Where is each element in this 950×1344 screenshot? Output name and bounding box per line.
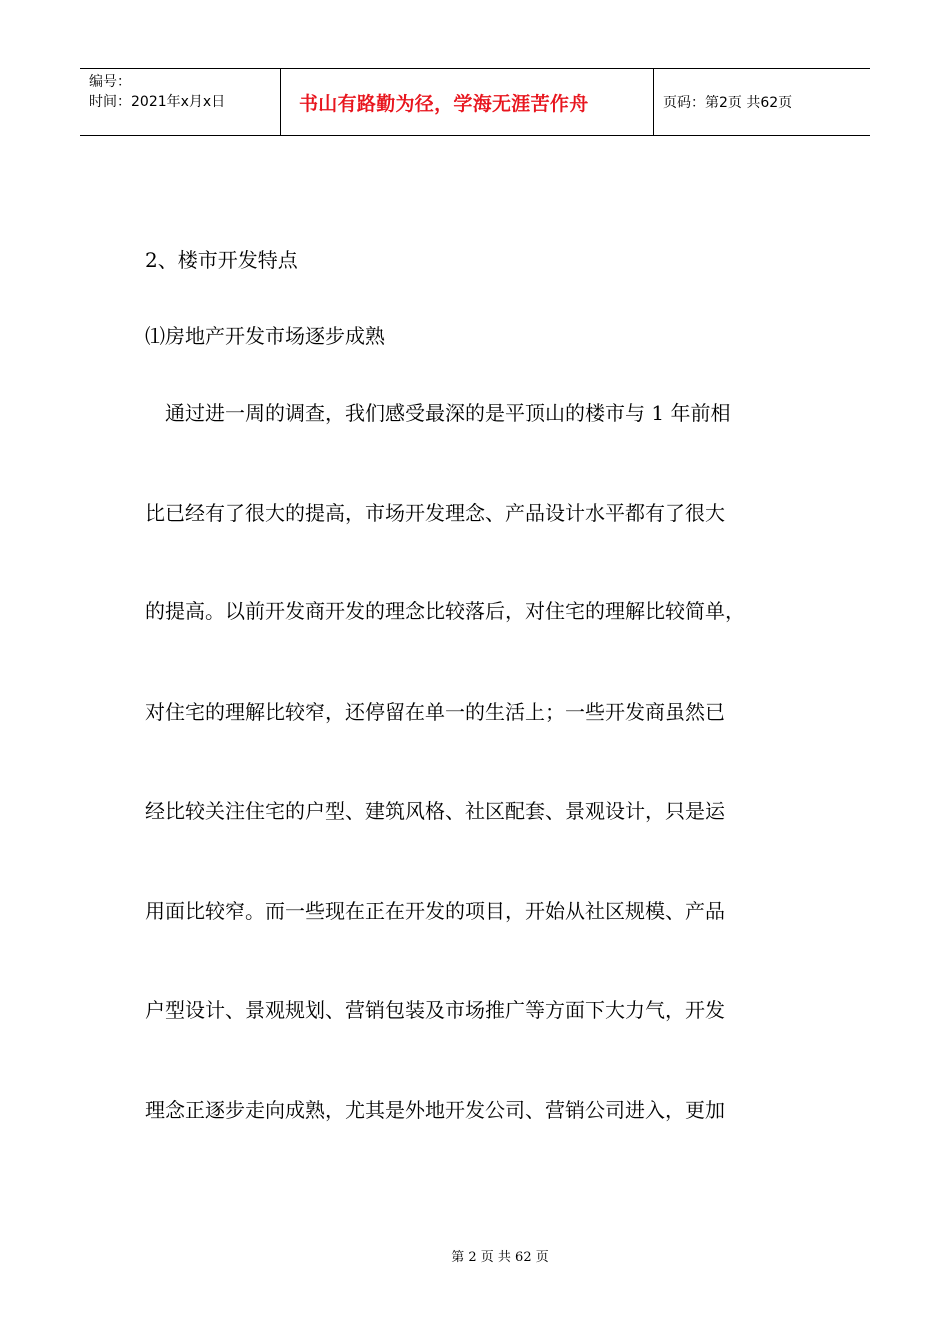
header-page-cell	[654, 69, 870, 135]
paragraph-line-3: 的提高。以前开发商开发的理念比较落后，对住宅的理解比较简单，	[145, 599, 745, 623]
section-subheading: ⑴房地产开发市场逐步成熟	[145, 324, 385, 348]
section-heading: 2、楼市开发特点	[145, 248, 298, 272]
header-motto: 书山有路勤为径，学海无涯苦作舟	[299, 92, 589, 115]
paragraph-line-5: 经比较关注住宅的户型、建筑风格、社区配套、景观设计，只是运	[145, 799, 725, 823]
paragraph-line-1: 通过进一周的调查，我们感受最深的是平顶山的楼市与 1 年前相	[145, 401, 731, 425]
paragraph-line-6: 用面比较窄。而一些现在正在开发的项目，开始从社区规模、产品	[145, 899, 725, 923]
header-motto-cell	[281, 69, 654, 135]
header-page-info: 页码：第2页 共62页	[663, 95, 793, 111]
header-meta-cell	[80, 69, 281, 135]
page-footer: 第 2 页 共 62 页	[451, 1250, 549, 1265]
paragraph-line-7: 户型设计、景观规划、营销包装及市场推广等方面下大力气，开发	[145, 998, 725, 1022]
paragraph-line-8: 理念正逐步走向成熟，尤其是外地开发公司、营销公司进入，更加	[145, 1098, 725, 1122]
document-date-label: 时间：2021年x月x日	[89, 94, 226, 110]
document-header	[80, 68, 870, 136]
paragraph-line-4: 对住宅的理解比较窄，还停留在单一的生活上；一些开发商虽然已	[145, 700, 725, 724]
document-number-label: 编号：	[89, 74, 131, 90]
paragraph-line-2: 比已经有了很大的提高，市场开发理念、产品设计水平都有了很大	[145, 501, 725, 525]
